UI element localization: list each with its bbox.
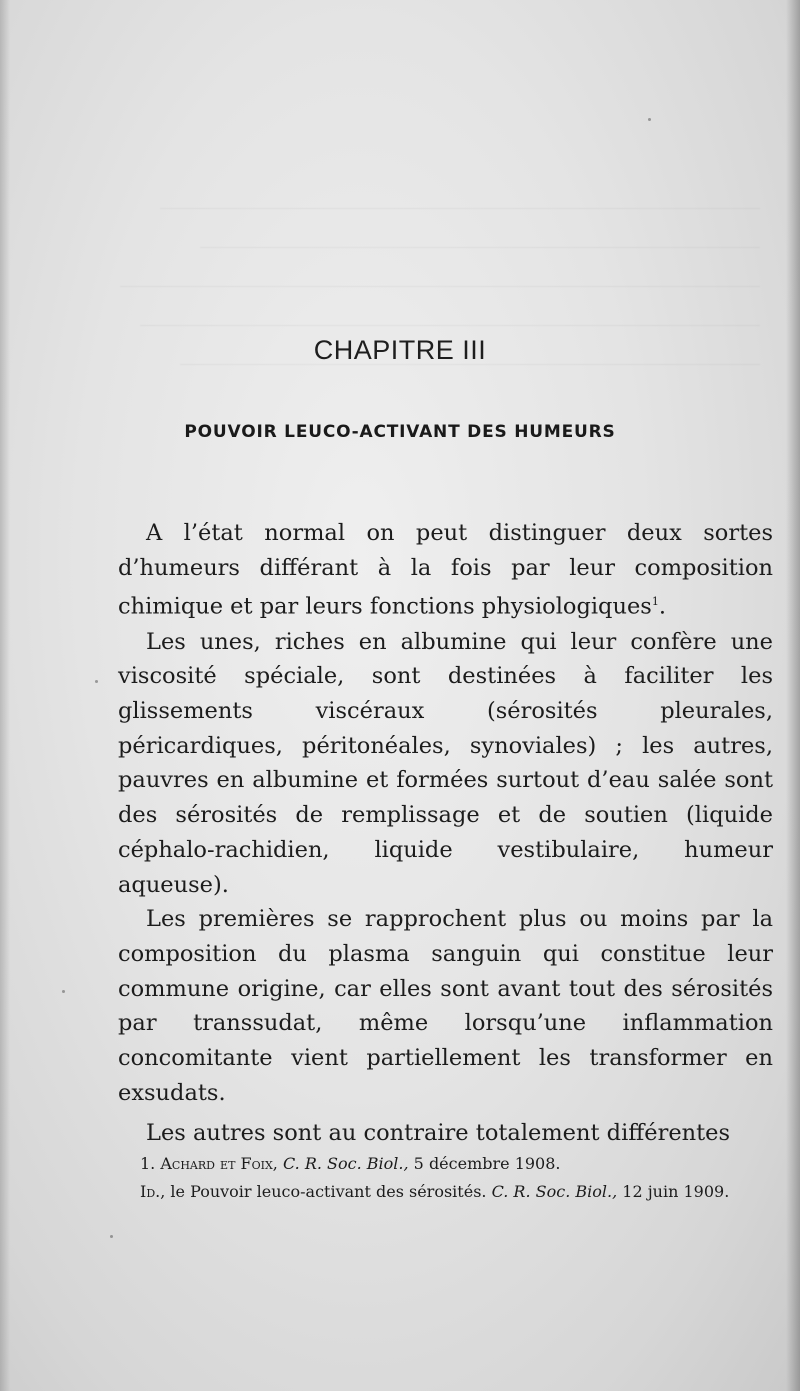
paragraph-2: Les unes, riches en albumine qui leur confère une viscosité spéciale, sont destinées à faciliter les glissements viscéraux (sérosités pleurales, péricardiques, péritonéales, synoviales) ; les autres, pauvres en albumine et formées surtout d’eau salée sont des sérosités de remplissage et de soutien (liquide céphalo-rachidien, liquide vestibulaire, humeur aqueuse).: [118, 628, 773, 898]
footnote-2-journal: C. R. Soc. Biol.,: [491, 1182, 618, 1201]
print-speck: [110, 1235, 113, 1238]
chapter-title: CHAPITRE III: [313, 335, 487, 365]
body-text: [118, 516, 773, 1151]
print-speck: [648, 118, 651, 121]
paragraph-4: Les autres sont au contraire totalement différentes: [146, 1120, 731, 1147]
footnote-ref-1[interactable]: 1: [651, 595, 659, 609]
footnote-1: [118, 1150, 773, 1178]
print-speck: [95, 680, 98, 683]
footnote-2: [118, 1178, 773, 1206]
section-title: POUVOIR LEUCO-ACTIVANT DES HUMEURS: [184, 422, 616, 442]
footnote-1-date: 5 décembre 1908.: [413, 1154, 561, 1173]
paragraph-1-end: .: [658, 593, 666, 620]
footnote-2-date: 12 juin 1909.: [622, 1182, 730, 1201]
paragraph-3: Les premières se rapprochent plus ou moins par la composition du plasma sanguin qui constitue leur commune origine, car elles sont avant tout des sérosités par transsudat, même lorsqu’une inflammation concomitante vient partiellement les transformer en exsudats.: [118, 906, 773, 1106]
footnote-1-authors: Achard et Foix,: [160, 1154, 278, 1173]
page-right-shadow: [786, 0, 800, 1391]
paragraph-1-text: A l’état normal on peut distinguer deux sortes d’humeurs différant à la fois par leur composition chimique et par leurs fonctions physiologiques: [118, 520, 773, 620]
page-left-shadow: [0, 0, 10, 1391]
paragraph-1: [118, 516, 773, 625]
footnote-1-journal: C. R. Soc. Biol.,: [282, 1154, 409, 1173]
footnotes: [118, 1150, 773, 1206]
footnote-2-prefix: Id.,: [140, 1182, 166, 1201]
footnote-2-text: le Pouvoir leuco-activant des sérosités.: [170, 1182, 487, 1201]
print-speck: [62, 990, 65, 993]
footnote-1-number: 1.: [140, 1154, 156, 1173]
